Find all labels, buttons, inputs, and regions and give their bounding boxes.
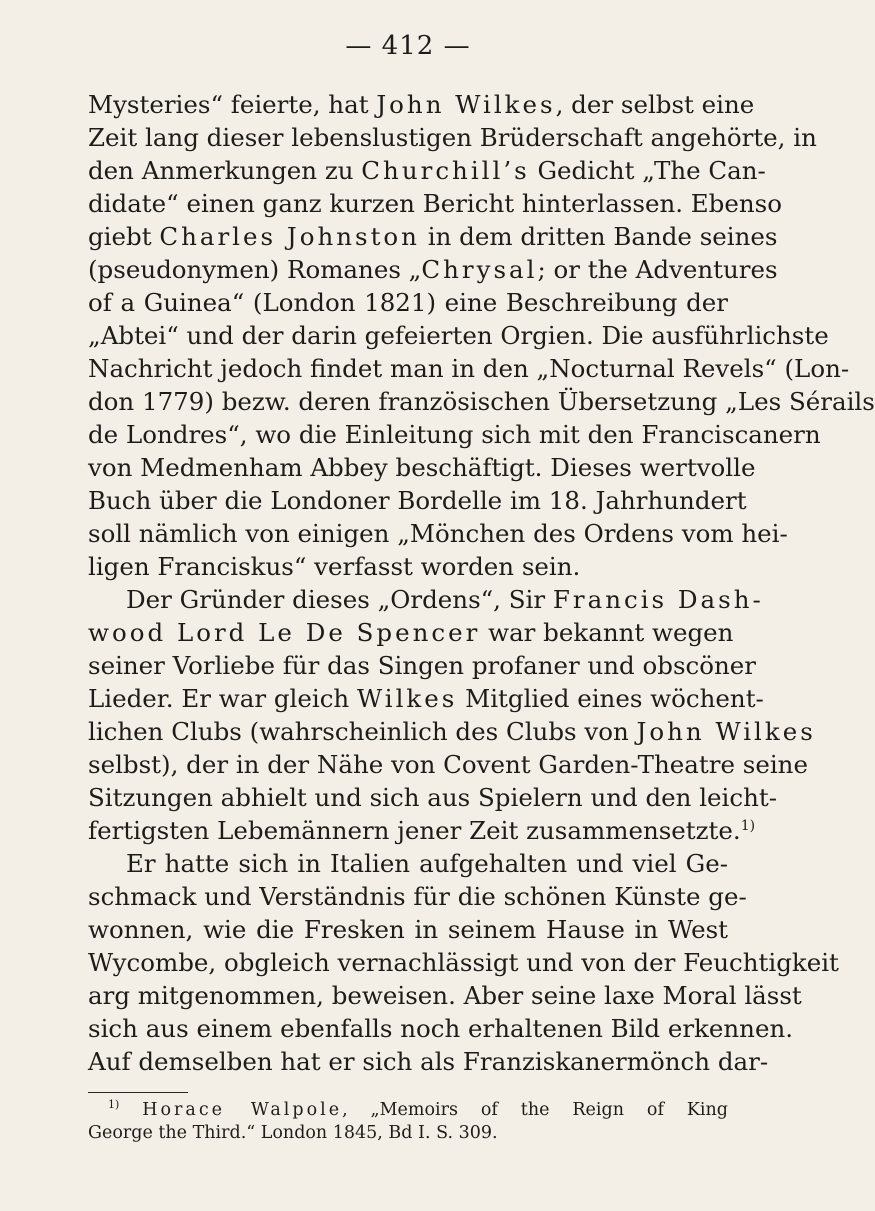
text-line: of a Guinea“ (London 1821) eine Beschreibung der	[88, 288, 728, 317]
text-line: fertigsten Lebemännern jener Zeit zusammensetzte.$^{1)}$	[88, 816, 756, 845]
text-line: den Anmerkungen zu Churchill’s Gedicht „The Can-	[88, 156, 766, 185]
text-line: don 1779) bezw. deren französischen Übersetzung „Les Sérails	[88, 387, 875, 416]
text-line: Der Gründer dieses „Ordens“, Sir Francis Dash-	[126, 585, 764, 614]
text-line: ligen Franciskus“ verfasst worden sein.	[88, 552, 581, 581]
text-line: sich aus einem ebenfalls noch erhaltenen Bild erkennen.	[88, 1014, 794, 1043]
page-number: — 412 —	[345, 31, 471, 61]
text-line: Zeit lang dieser lebenslustigen Brüderschaft angehörte, in	[88, 123, 817, 152]
text-line: schmack und Verständnis für die schönen Künste ge-	[88, 882, 747, 911]
text-line: Er hatte sich in Italien aufgehalten und viel Ge-	[126, 849, 728, 878]
footnote-line: George the Third.“ London 1845, Bd I. S. 309.	[88, 1123, 498, 1143]
text-line: de Londres“, wo die Einleitung sich mit den Franciscanern	[88, 420, 821, 449]
text-line: seiner Vorliebe für das Singen profaner und obscöner	[88, 651, 756, 680]
text-line: Auf demselben hat er sich als Franziskanermönch dar-	[88, 1047, 769, 1076]
footnote-reference: 1)	[740, 818, 756, 834]
text-line: wonnen, wie die Fresken in seinem Hause in West	[88, 915, 728, 944]
footnote	[88, 1099, 728, 1145]
text-line: arg mitgenommen, beweisen. Aber seine laxe Moral lässt	[88, 981, 802, 1010]
text-line: Lieder. Er war gleich Wilkes Mitglied eines wöchent-	[88, 684, 764, 713]
text-line: Nachricht jedoch findet man in den „Nocturnal Revels“ (Lon-	[88, 354, 850, 383]
text-line: von Medmenham Abbey beschäftigt. Dieses wertvolle	[88, 453, 756, 482]
text-line: lichen Clubs (wahrscheinlich des Clubs von John Wilkes	[88, 717, 816, 746]
text-line: Wycombe, obgleich vernachlässigt und von der Feuchtigkeit	[88, 948, 839, 977]
text-line: giebt Charles Johnston in dem dritten Bande seines	[88, 222, 778, 251]
footnote-divider	[88, 1092, 188, 1093]
text-line: „Abtei“ und der darin gefeierten Orgien. Die ausführlichste	[88, 321, 829, 350]
text-line: Mysteries“ feierte, hat John Wilkes, der selbst eine	[88, 90, 755, 119]
footnote-marker: 1)	[108, 1098, 120, 1111]
text-line: Buch über die Londoner Bordelle im 18. Jahrhundert	[88, 486, 747, 515]
text-line: (pseudonymen) Romanes „Chrysal; or the Adventures	[88, 255, 778, 284]
text-line: wood Lord Le De Spencer war bekannt wegen	[88, 618, 734, 647]
footnote-line: $^{1)}$ Horace Walpole, „Memoirs of the Reign of King	[108, 1098, 728, 1120]
book-page	[88, 28, 875, 1145]
text-line: selbst), der in der Nähe von Covent Garden-Theatre seine	[88, 750, 808, 779]
text-line: soll nämlich von einigen „Mönchen des Ordens vom hei-	[88, 519, 788, 548]
body-text	[88, 88, 875, 1078]
text-line: Sitzungen abhielt und sich aus Spielern und den leicht-	[88, 783, 778, 812]
text-line: didate“ einen ganz kurzen Bericht hinterlassen. Ebenso	[88, 189, 782, 218]
